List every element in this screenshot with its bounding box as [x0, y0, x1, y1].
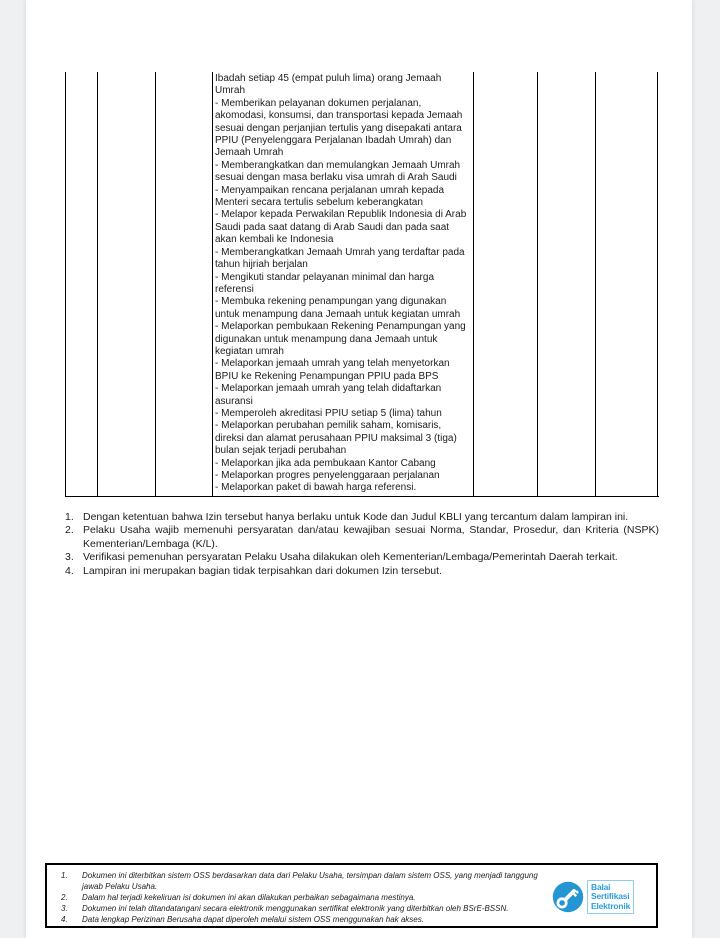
obligation-item: - Memberangkatkan dan memulangkan Jemaah Umrah sesuai dengan masa berlaku visa umrah di Arah Saudi — [215, 159, 461, 184]
disclaimer-item — [61, 870, 548, 892]
obligation-continuation: Ibadah setiap 45 (empat puluh lima) orang Jemaah Umrah — [215, 73, 442, 97]
table-column-6 — [538, 72, 596, 496]
obligation-item: - Memberikan pelayanan dokumen perjalanan, akomodasi, konsumsi, dan transportasi kepada Jemaah sesuai dengan perjanjian tertulis yang disepakati antara PPIU (Penyelenggara Perjalanan Ibadah Umrah) dan Jemaah Umrah — [215, 97, 463, 159]
bsre-key-icon — [552, 881, 584, 913]
disclaimer-number: 3. — [61, 904, 68, 913]
bsre-logo-line: Sertifikasi — [591, 891, 630, 902]
obligation-item: - Mengikuti standar pelayanan minimal dan harga referensi — [215, 271, 435, 295]
obligation-item: - Melaporkan jemaah umrah yang telah menyetorkan BPIU ke Rekening Penampungan PPIU pada BPS — [215, 358, 450, 382]
disclaimer-text: Dokumen ini diterbitkan sistem OSS berdasarkan data dari Pelaku Usaha, tersimpan dalam sistem OSS, yang menjadi tanggung jawab Pelaku Usaha. — [82, 871, 538, 891]
condition-item — [65, 551, 659, 564]
kewajiban-cell — [213, 72, 473, 495]
condition-number: 2. — [65, 524, 74, 537]
condition-text: Lampiran ini merupakan bagian tidak terpisahkan dari dokumen Izin tersebut. — [83, 564, 442, 577]
bsre-logo — [552, 875, 648, 919]
obligation-item: - Melaporkan jemaah umrah yang telah didaftarkan asuransi — [215, 383, 442, 407]
condition-item — [65, 565, 659, 578]
condition-number: 1. — [65, 511, 74, 523]
condition-number: 3. — [65, 551, 74, 564]
bsre-logo-line: Balai — [591, 881, 611, 892]
disclaimer-item — [61, 892, 548, 903]
conditions-list — [65, 511, 659, 578]
obligation-item: - Membuka rekening penampungan yang digunakan untuk menampung dana Jemaah untuk kegiatan umrah — [215, 296, 461, 320]
obligation-item: - Menyampaikan rencana perjalanan umrah kepada Menteri secara tertulis sebelum keberangkatan — [215, 184, 445, 209]
condition-item — [65, 511, 659, 524]
disclaimer-item — [61, 914, 548, 925]
disclaimer-number: 4. — [61, 915, 68, 924]
disclaimer-item — [61, 903, 548, 914]
table-column-3 — [156, 72, 213, 496]
obligation-item: - Melaporkan pembukaan Rekening Penampungan yang digunakan untuk menampung dana Jemaah untuk kegiatan umrah — [215, 321, 466, 357]
table-column-1 — [66, 72, 98, 496]
obligation-item: - Memberangkatkan Jemaah Umrah yang terdaftar pada tahun hijriah berjalan — [215, 246, 465, 271]
kbli-obligations-table — [65, 72, 659, 497]
table-column-5 — [474, 72, 538, 496]
table-column-2 — [98, 72, 156, 496]
obligation-item: - Melaporkan paket di bawah harga referensi. — [215, 482, 417, 494]
obligation-item: - Melaporkan jika ada pembukaan Kantor Cabang — [215, 457, 436, 469]
disclaimer-number: 1. — [61, 871, 68, 880]
disclaimer-text: Dokumen ini telah ditandatangani secara elektronik menggunakan sertifikat elektronik yang diterbitkan oleh BSrE-BSSN. — [82, 904, 509, 913]
document-page — [26, 0, 692, 938]
obligation-item: - Melaporkan perubahan pemilik saham, komisaris, direksi dan alamat perusahaan PPIU maksimal 3 (tiga) bulan sejak terjadi perubahan — [215, 420, 457, 457]
obligation-item: - Melaporkan progres penyelenggaraan perjalanan — [215, 470, 440, 481]
condition-text: Verifikasi pemenuhan persyaratan Pelaku Usaha dilakukan oleh Kementerian/Lembaga/Pemerintah Daerah terkait. — [83, 551, 618, 564]
disclaimer-text: Dalam hal terjadi kekeliruan isi dokumen ini akan dilakukan perbaikan sebagaimana mestinya. — [82, 893, 416, 902]
bsre-logo-text — [587, 880, 634, 915]
footer-disclaimer-box — [45, 863, 658, 928]
condition-text: Pelaku Usaha wajib memenuhi persyaratan dan/atau kewajiban sesuai Norma, Standar, Prosedur, dan Kriteria (NSPK) Kementerian/Lembaga (K/L). — [83, 524, 659, 550]
obligation-item: - Memperoleh akreditasi PPIU setiap 5 (lima) tahun — [215, 407, 442, 419]
bsre-logo-line: Elektronik — [591, 900, 631, 911]
disclaimer-list — [47, 865, 552, 925]
table-column-kewajiban — [213, 72, 474, 496]
condition-number: 4. — [65, 564, 74, 577]
condition-text: Dengan ketentuan bahwa Izin tersebut hanya berlaku untuk Kode dan Judul KBLI yang tercantum dalam lampiran ini. — [83, 511, 629, 523]
disclaimer-text: Data lengkap Perizinan Berusaha dapat diperoleh melalui sistem OSS menggunakan hak akses. — [82, 915, 424, 924]
table-column-7 — [596, 72, 658, 496]
disclaimer-number: 2. — [61, 893, 68, 902]
obligation-item: - Melapor kepada Perwakilan Republik Indonesia di Arab Saudi pada saat datang di Arab Saudi dan pada saat akan kembali ke Indonesia — [215, 209, 467, 246]
condition-item — [65, 524, 659, 551]
